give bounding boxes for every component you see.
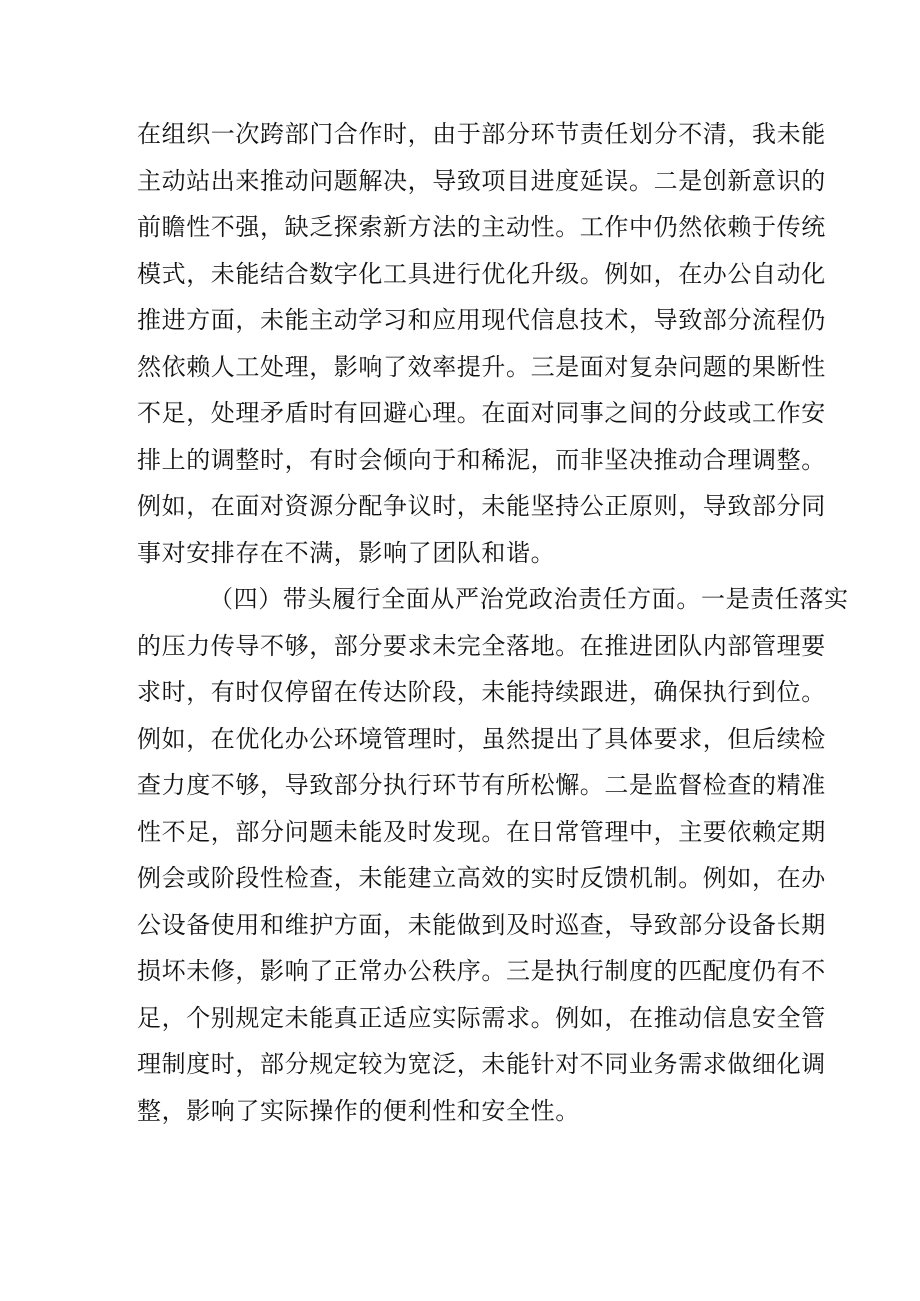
text-line: 主动站出来推动问题解决，导致项目进度延误。二是创新意识的 — [137, 166, 826, 195]
section-heading-line: （四）带头履行全面从严治党政治责任方面。一是责任落实 — [209, 585, 849, 613]
text-line: 不足，处理矛盾时有回避心理。在面对同事之间的分歧或工作安 — [137, 399, 826, 427]
text-line: 事对安排存在不满，影响了团队和谐。 — [137, 538, 556, 567]
paragraph-continued — [137, 111, 826, 576]
text-line: 性不足，部分问题未能及时发现。在日常管理中，主要依赖定期 — [137, 817, 826, 846]
text-line: 推进方面，未能主动学习和应用现代信息技术，导致部分流程仍 — [137, 306, 826, 334]
text-line: 在组织一次跨部门合作时，由于部分环节责任划分不清，我未能 — [137, 120, 826, 148]
text-line: 的压力传导不够，部分要求未完全落地。在推进团队内部管理要 — [137, 631, 826, 660]
paragraph-section-four — [137, 576, 849, 1134]
text-line: 前瞻性不强，缺乏探索新方法的主动性。工作中仍然依赖于传统 — [137, 213, 826, 241]
text-line: 然依赖人工处理，影响了效率提升。三是面对复杂问题的果断性 — [137, 352, 826, 381]
text-line: 例如，在优化办公环境管理时，虽然提出了具体要求，但后续检 — [137, 724, 826, 753]
text-line: 例会或阶段性检查，未能建立高效的实时反馈机制。例如，在办 — [137, 864, 826, 892]
text-line: 整，影响了实际操作的便利性和安全性。 — [137, 1096, 580, 1125]
text-line: 求时，有时仅停留在传达阶段，未能持续跟进，确保执行到位。 — [137, 678, 826, 706]
document-body — [137, 111, 849, 1134]
text-line: 查力度不够，导致部分执行环节有所松懈。二是监督检查的精准 — [137, 771, 826, 799]
text-line: 例如，在面对资源分配争议时，未能坚持公正原则，导致部分同 — [137, 492, 826, 520]
text-line: 理制度时，部分规定较为宽泛，未能针对不同业务需求做细化调 — [137, 1050, 826, 1078]
text-line: 公设备使用和维护方面，未能做到及时巡查，导致部分设备长期 — [137, 910, 826, 939]
text-line: 损坏未修，影响了正常办公秩序。三是执行制度的匹配度仍有不 — [137, 957, 826, 985]
text-line: 模式，未能结合数字化工具进行优化升级。例如，在办公自动化 — [137, 259, 826, 288]
text-line: 足，个别规定未能真正适应实际需求。例如，在推动信息安全管 — [137, 1003, 826, 1032]
text-line: 排上的调整时，有时会倾向于和稀泥，而非坚决推动合理调整。 — [137, 445, 826, 474]
